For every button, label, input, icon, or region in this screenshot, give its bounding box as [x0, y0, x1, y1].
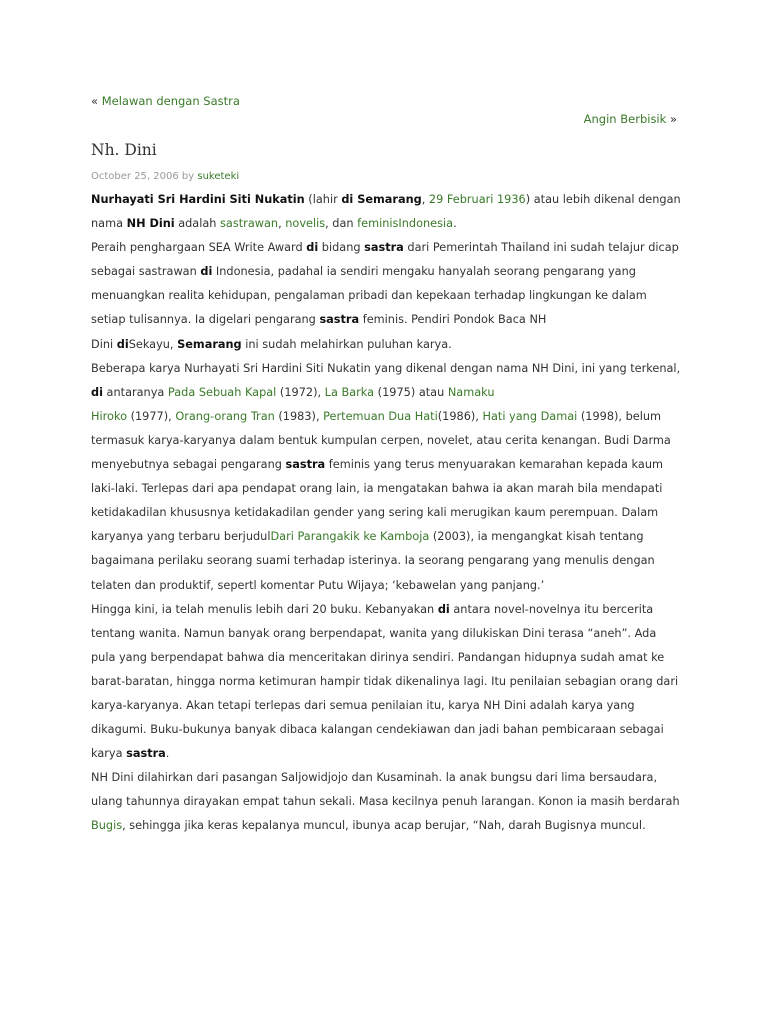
inline-link[interactable]: Pada Sebuah Kapal	[167, 385, 277, 399]
body-text: antaranya	[102, 385, 168, 399]
inline-link[interactable]: La Barka	[324, 385, 375, 399]
body-text: bidang	[318, 241, 365, 255]
bold-text: sastra	[319, 313, 360, 327]
bold-text: di	[306, 241, 319, 255]
previous-post-link[interactable]: Melawan dengan Sastra	[101, 94, 240, 108]
post-title: Nh. Dini	[91, 141, 157, 159]
inline-link[interactable]: Indonesia	[398, 217, 454, 231]
bold-text: di	[200, 265, 213, 279]
post-date: October 25, 2006	[91, 171, 179, 182]
body-text: , dan	[325, 217, 358, 231]
body-text: Indonesia, padahal ia sendiri mengaku hanyalah seorang pengarang yang menuangkan realita kehidupan, pengalaman pribadi dan kepekaan terhadap lingkungan ke dalam setiap tulisannya. Ia digelari pengarang	[91, 265, 647, 327]
body-text: ,	[278, 217, 286, 231]
body-text: (lahir	[304, 193, 342, 206]
body-text: dari Pemerintah Thailand ini sudah telajur dicap sebagai sastrawan	[91, 241, 679, 279]
body-paragraph	[91, 188, 681, 236]
body-paragraph	[91, 598, 681, 767]
body-text: ) atau lebih dikenal dengan nama	[91, 193, 681, 231]
body-text: .	[453, 217, 457, 231]
inline-link[interactable]: Dari Parangakik ke Kamboja	[270, 530, 430, 544]
inline-link[interactable]: Orang-orang Tran	[175, 409, 275, 423]
body-text: ,	[421, 193, 429, 206]
bold-text: di	[437, 602, 450, 616]
previous-post-nav	[91, 93, 240, 109]
body-text: Sekayu,	[128, 337, 178, 351]
bold-text: sastra	[126, 747, 166, 761]
inline-link[interactable]: Hati yang Damai	[482, 409, 578, 423]
inline-link[interactable]: Pertemuan Dua Hati	[323, 409, 438, 423]
body-text: (1986),	[437, 409, 483, 423]
post-by-label: by	[181, 171, 195, 182]
body-text: (1972),	[276, 385, 325, 399]
inline-link[interactable]: Hiroko	[91, 409, 127, 423]
body-paragraph	[91, 236, 681, 356]
inline-link[interactable]: Bugis	[91, 819, 123, 833]
body-text: (1975) atau	[374, 385, 448, 399]
bold-text: di Semarang	[341, 193, 422, 206]
inline-link[interactable]: sastrawan	[220, 217, 279, 231]
inline-link[interactable]: 29 Februari 1936	[428, 193, 526, 206]
body-paragraph	[91, 357, 681, 598]
bold-text: di	[116, 337, 129, 351]
body-text: feminis. Pendiri Pondok Baca NH	[359, 313, 547, 327]
post-meta	[91, 169, 239, 185]
body-text: (2003), ia mengangkat kisah tentang bagaimana perilaku seorang suami terhadap isterinya. Ia seorang pengarang yang menulis dengan telaten dan produktif, sepertl komentar Putu Wijaya; ‘kebawelan yang panjang.’	[91, 530, 655, 592]
body-text: adalah	[174, 217, 221, 231]
body-text: feminis yang terus menyuarakan kemarahan kepada kaum laki-laki. Terlepas dari apa pendapat orang lain, ia mengatakan bahwa ia akan marah bila mendapati ketidakadilan khususnya ketidakadilan gender yang sering kali merugikan kaum perempuan. Dalam karyanya yang terbaru berjudul	[91, 458, 663, 544]
bold-text: Nurhayati Sri Hardini Siti Nukatin	[91, 193, 305, 206]
bold-text: Semarang	[177, 337, 242, 351]
right-double-arrow-icon: »	[669, 112, 677, 126]
left-double-arrow-icon: «	[91, 94, 99, 108]
body-text: (1977),	[127, 409, 176, 423]
body-text: antara novel-novelnya itu bercerita tentang wanita. Namun banyak orang berpendapat, wanita yang dilukiskan Dini terasa “aneh”. Ada pula yang berpendapat bahwa dia menceritakan dirinya sendiri. Pandangan hidupnya sudah amat ke barat-baratan, hingga norma ketimuran hampir tidak dikenalinya lagi. Itu penilaian sebagian orang dari karya-karyanya. Akan tetapi terlepas dari semua penilaian itu, karya NH Dini adalah karya yang dikagumi. Buku-bukunya banyak dibaca kalangan cendekiawan dan jadi bahan pembicaraan sebagai karya	[91, 602, 679, 761]
bold-text: di	[91, 385, 103, 399]
body-paragraph	[91, 766, 681, 838]
body-text: , sehingga jika keras kepalanya muncul, ibunya acap berujar, “Nah, darah Bugisnya muncul.	[122, 819, 646, 833]
body-text: Beberapa karya Nurhayati Sri Hardini Siti Nukatin yang dikenal dengan nama NH Dini, ini yang terkenal,	[91, 361, 681, 375]
inline-link[interactable]: Namaku	[447, 385, 495, 399]
body-text: (1998), belum termasuk karya-karyanya dalam bentuk kumpulan cerpen, novelet, atau cerita kenangan. Budi Darma menyebutnya sebagai pengarang	[91, 409, 671, 472]
body-text: Hingga kini, ia telah menulis lebih dari 20 buku. Kebanyakan	[91, 602, 438, 616]
body-text: ini sudah melahirkan puluhan karya.	[241, 337, 452, 351]
next-post-link[interactable]: Angin Berbisik	[583, 112, 667, 126]
body-text: .	[165, 747, 170, 761]
body-text: (1983),	[274, 409, 324, 423]
bold-text: sastra	[364, 241, 404, 255]
bold-text: NH Dini	[126, 217, 175, 231]
post-author-link[interactable]: suketeki	[197, 171, 240, 182]
body-text: Peraih penghargaan SEA Write Award	[91, 241, 307, 255]
body-text: Dini	[91, 337, 117, 351]
post-body	[91, 188, 681, 839]
inline-link[interactable]: feminis	[357, 217, 399, 231]
next-post-nav	[584, 111, 677, 127]
body-text: NH Dini dilahirkan dari pasangan Saljowidjojo dan Kusaminah. la anak bungsu dari lima bersaudara, ulang tahunnya dirayakan empat tahun sekali. Masa kecilnya penuh larangan. Konon ia masih berdarah	[91, 771, 680, 809]
bold-text: sastra	[285, 458, 326, 472]
inline-link[interactable]: novelis	[285, 217, 326, 231]
